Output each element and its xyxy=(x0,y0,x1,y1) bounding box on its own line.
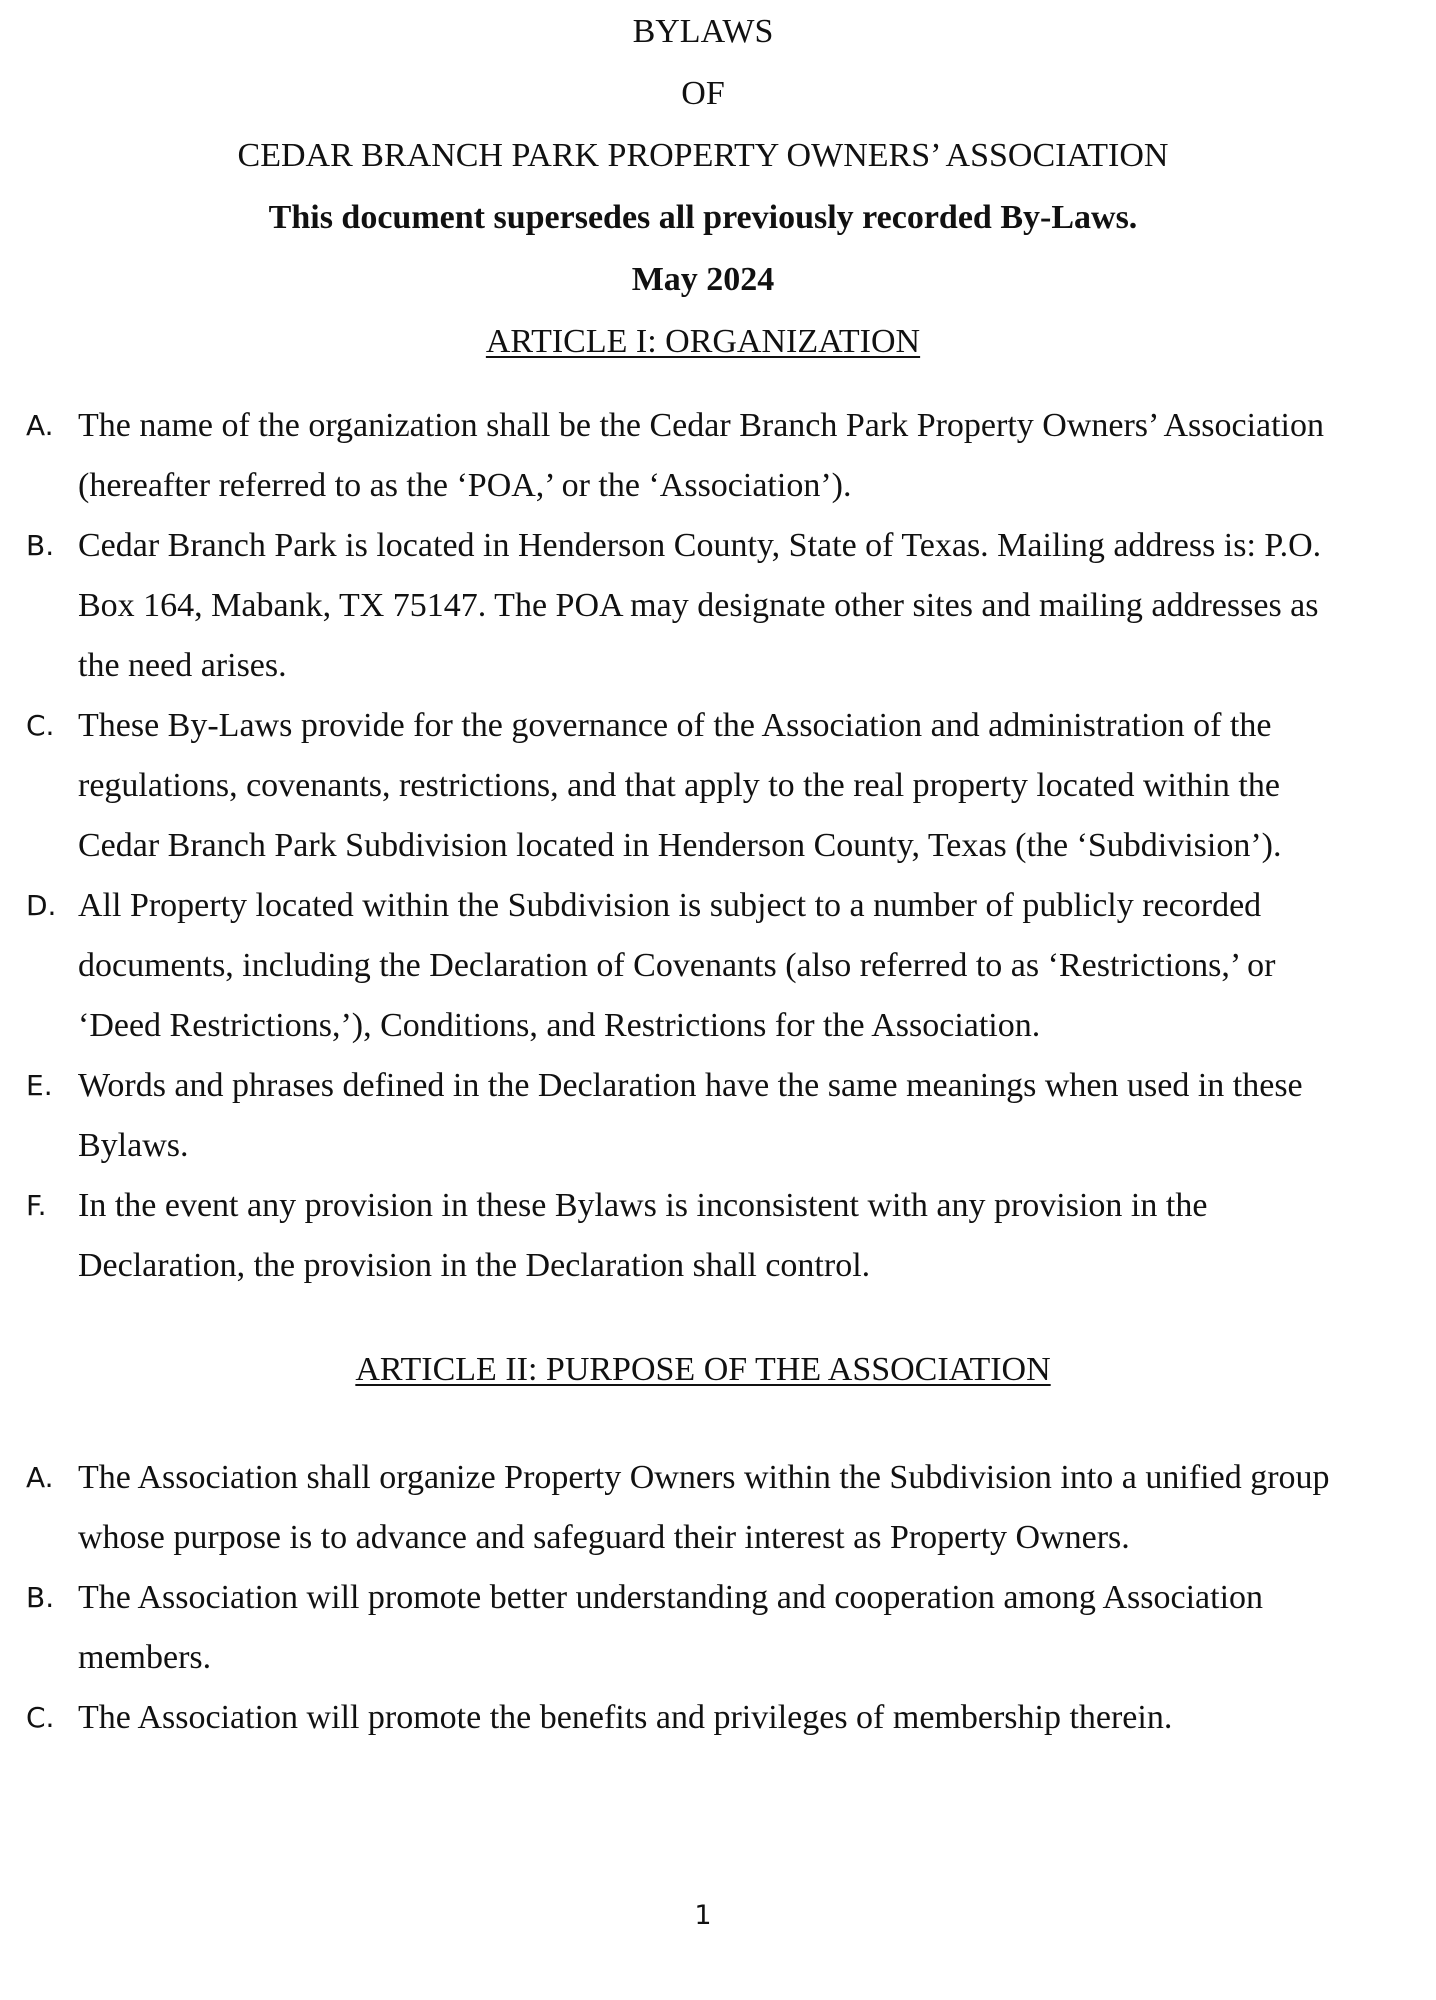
supersedes-note: This document supersedes all previously recorded By-Laws. xyxy=(268,199,1138,236)
article-1-item-e xyxy=(0,1056,1436,1176)
article-2-item-b xyxy=(0,1568,1436,1688)
article-1-item-a xyxy=(0,396,1436,516)
list-item-text: The name of the organization shall be the Cedar Branch Park Property Owners’ Association (hereafter referred to as the ‘POA,’ or the ‘Association’). xyxy=(78,407,1324,504)
list-marker: C. xyxy=(26,709,55,742)
list-item-text: The Association shall organize Property Owners within the Subdivision into a unified group whose purpose is to advance and safeguard their interest as Property Owners. xyxy=(78,1459,1330,1556)
article-1-heading: ARTICLE I: ORGANIZATION xyxy=(485,323,921,360)
list-item-text: All Property located within the Subdivision is subject to a number of publicly recorded documents, including the Declaration of Covenants (also referred to as ‘Restrictions,’ or ‘Deed Restrictions,’), Conditions, and Restrictions for the Association. xyxy=(78,887,1276,1044)
list-item-text: In the event any provision in these Bylaws is inconsistent with any provision in the Declaration, the provision in the Declaration shall control. xyxy=(78,1187,1208,1284)
article-2-item-c xyxy=(0,1688,1436,1748)
list-item-text: The Association will promote better understanding and cooperation among Association members. xyxy=(78,1579,1264,1676)
list-marker: E. xyxy=(26,1069,53,1102)
article-1-item-f xyxy=(0,1176,1436,1296)
list-item-text: Words and phrases defined in the Declaration have the same meanings when used in these Bylaws. xyxy=(78,1067,1303,1164)
list-marker: A. xyxy=(26,1461,54,1494)
list-item-text: These By-Laws provide for the governance of the Association and administration of the regulations, covenants, restrictions, and that apply to the real property located within the Cedar Branch Park Subdivision located in Henderson County, Texas (the ‘Subdivision’). xyxy=(78,707,1282,864)
list-marker: B. xyxy=(26,1581,55,1614)
list-marker: A. xyxy=(26,409,54,442)
article-1-item-b xyxy=(0,516,1436,696)
list-item-text: The Association will promote the benefits and privileges of membership therein. xyxy=(78,1699,1173,1736)
article-2-item-a xyxy=(0,1448,1436,1568)
list-marker: C. xyxy=(26,1701,55,1734)
article-1-list xyxy=(0,396,1436,1296)
article-1-item-d xyxy=(0,876,1436,1056)
title-association-name: CEDAR BRANCH PARK PROPERTY OWNERS’ ASSOCIATION xyxy=(237,137,1169,174)
article-2-heading: ARTICLE II: PURPOSE OF THE ASSOCIATION xyxy=(355,1351,1051,1388)
document-date: May 2024 xyxy=(631,261,775,298)
article-2-list xyxy=(0,1448,1436,1748)
list-marker: D. xyxy=(26,889,57,922)
list-item-text: Cedar Branch Park is located in Henderson County, State of Texas. Mailing address is: P.O. Box 164, Mabank, TX 75147. The POA may designate other sites and mailing addresses as the need arises. xyxy=(78,527,1322,684)
list-marker: B. xyxy=(26,529,55,562)
list-marker: F. xyxy=(26,1189,47,1222)
page-number: 1 xyxy=(694,1900,712,1931)
title-bylaws: BYLAWS xyxy=(632,13,774,50)
article-1-item-c xyxy=(0,696,1436,876)
title-of: OF xyxy=(681,75,725,112)
